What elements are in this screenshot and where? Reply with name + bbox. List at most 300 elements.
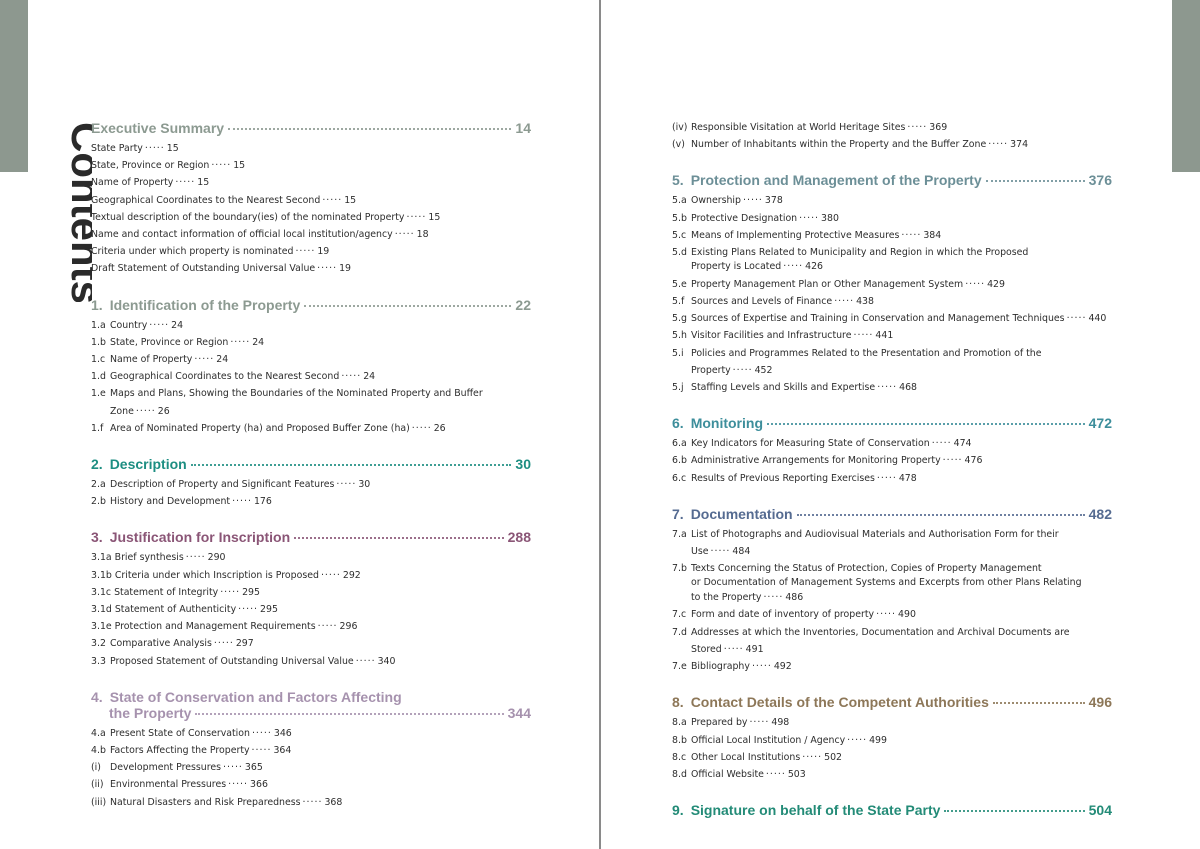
leader-dots: ····· bbox=[411, 422, 432, 434]
entry-page: 476 bbox=[964, 455, 983, 467]
section-title-line-2: the Property bbox=[109, 704, 192, 721]
toc-entry[interactable] bbox=[91, 601, 531, 618]
entry-page: 346 bbox=[273, 727, 292, 739]
section-executive-summary bbox=[91, 120, 531, 278]
entry-code: 5.a bbox=[672, 195, 687, 207]
leader-dots: ····· bbox=[320, 569, 341, 581]
entry-code: 7.a bbox=[672, 528, 687, 540]
entry-code: 1.a bbox=[91, 319, 106, 331]
entry-text: Textual description of the boundary(ies) of the nominated Property bbox=[91, 211, 405, 223]
entry-text: Maps and Plans, Showing the Boundaries of the Nominated Property and Buffer Zone bbox=[110, 388, 483, 417]
leader-dots: ····· bbox=[232, 496, 252, 508]
entry-page: 15 bbox=[233, 160, 246, 172]
entry-page: 19 bbox=[339, 263, 351, 275]
toc-entry[interactable] bbox=[91, 351, 531, 368]
entry-text: Responsible Visitation at World Heritage Sites bbox=[691, 122, 906, 133]
entry-text: Visitor Facilities and Infrastructure bbox=[691, 330, 852, 342]
section-title-line-1: State of Conservation and Factors Affecting bbox=[109, 688, 402, 705]
toc-entry[interactable] bbox=[672, 210, 1112, 227]
entry-code: 5.i bbox=[672, 347, 684, 359]
leader-dots: ····· bbox=[322, 194, 343, 206]
toc-entry[interactable] bbox=[672, 526, 1112, 560]
toc-entry[interactable] bbox=[91, 618, 531, 635]
entry-text: Official Local Institution / Agency bbox=[691, 734, 846, 746]
toc-entry[interactable] bbox=[672, 227, 1112, 244]
section-page: 482 bbox=[1088, 505, 1112, 522]
leader-dots: ····· bbox=[763, 591, 784, 603]
leader-dots: ····· bbox=[901, 229, 922, 241]
toc-entry[interactable] bbox=[672, 606, 1112, 623]
leader-dots: ····· bbox=[853, 330, 874, 342]
entry-code: 1.c bbox=[91, 354, 106, 366]
toc-entry[interactable] bbox=[91, 635, 531, 652]
entry-page: 438 bbox=[856, 296, 874, 308]
leader-dots: ····· bbox=[732, 364, 753, 376]
section-page: 344 bbox=[507, 704, 531, 721]
entry-code: 2.a bbox=[91, 479, 106, 491]
entry-code-inline: 3.1c bbox=[91, 586, 112, 598]
entry-page: 24 bbox=[171, 319, 184, 331]
entry-text: Staffing Levels and Skills and Expertise bbox=[691, 382, 876, 394]
leader-dots: ····· bbox=[1066, 313, 1087, 325]
leader-dots: ····· bbox=[238, 604, 259, 616]
entry-code: 3.2 bbox=[91, 638, 106, 650]
leader-dots: ····· bbox=[251, 727, 272, 739]
toc-entry[interactable] bbox=[672, 244, 1112, 276]
leader-dots: ····· bbox=[149, 319, 170, 331]
entry-text: State, Province or Region bbox=[91, 160, 210, 172]
entry-page: 19 bbox=[317, 246, 330, 258]
toc-entry[interactable] bbox=[672, 345, 1112, 379]
contents-heading-graphic bbox=[32, 122, 92, 302]
section-page: 30 bbox=[515, 456, 531, 473]
entry-code: 6.b bbox=[672, 455, 687, 467]
section-number: 7. bbox=[672, 505, 684, 522]
leader-dots: ····· bbox=[336, 479, 357, 491]
section-page: 376 bbox=[1088, 172, 1112, 189]
entry-text: Means of Implementing Protective Measures bbox=[691, 229, 900, 241]
entry-page: 474 bbox=[953, 438, 972, 450]
entry-page: 440 bbox=[1088, 313, 1107, 325]
entry-code: 7.e bbox=[672, 661, 687, 673]
entry-page: 290 bbox=[207, 552, 226, 564]
leader-dots: ····· bbox=[213, 638, 234, 650]
entry-text: Geographical Coordinates to the Nearest Second bbox=[110, 371, 340, 383]
leader-dots: ····· bbox=[135, 405, 156, 417]
entry-text: Administrative Arrangements for Monitoring Property bbox=[691, 455, 941, 467]
section-1 bbox=[91, 297, 531, 437]
entry-text: Results of Previous Reporting Exercises bbox=[691, 472, 875, 484]
entry-page: 452 bbox=[754, 364, 773, 376]
entry-page: 492 bbox=[773, 661, 792, 673]
toc-entry[interactable] bbox=[672, 119, 1112, 136]
leader-dots: ····· bbox=[834, 296, 855, 308]
entry-text: Prepared by bbox=[691, 717, 748, 729]
entry-text: Natural Disasters and Risk Preparedness bbox=[110, 796, 301, 808]
entry-text: Statement of Integrity bbox=[114, 586, 219, 598]
toc-entry[interactable] bbox=[91, 174, 531, 191]
entry-page: 176 bbox=[253, 496, 272, 508]
entry-text-line-2: Property is Located bbox=[691, 260, 782, 272]
entry-page: 26 bbox=[157, 405, 170, 417]
entry-text: Protection and Management Requirements bbox=[114, 621, 316, 633]
toc-entry[interactable] bbox=[91, 759, 531, 776]
toc-entry[interactable] bbox=[672, 732, 1112, 749]
leader-dots: ····· bbox=[355, 655, 376, 667]
leader-dots: ····· bbox=[406, 211, 427, 223]
toc-entry[interactable] bbox=[91, 725, 531, 742]
section-title: Monitoring bbox=[690, 415, 763, 432]
section-title: Protection and Management of the Property bbox=[690, 172, 982, 189]
leader-dots: ····· bbox=[317, 263, 338, 275]
entry-page: 18 bbox=[416, 229, 429, 241]
entry-text: Policies and Programmes Related to the Presentation and Promotion of the Property bbox=[691, 347, 1042, 376]
toc-entry[interactable] bbox=[672, 310, 1112, 327]
entry-text: Protective Designation bbox=[691, 212, 798, 224]
section-page: 22 bbox=[515, 296, 531, 313]
entry-code: 5.f bbox=[672, 296, 685, 308]
entry-code: 8.b bbox=[672, 734, 687, 746]
leader-dots: ····· bbox=[723, 643, 744, 655]
left-page-tab bbox=[0, 0, 28, 172]
toc-entry[interactable] bbox=[672, 192, 1112, 209]
entry-page: 24 bbox=[252, 336, 265, 348]
section-heading[interactable] bbox=[91, 456, 531, 472]
section-heading[interactable] bbox=[91, 120, 531, 136]
toc-entry[interactable] bbox=[672, 766, 1112, 783]
toc-entry[interactable] bbox=[91, 192, 531, 209]
entry-text: Sources and Levels of Finance bbox=[691, 296, 833, 308]
leader-dots bbox=[986, 180, 1085, 182]
toc-entry[interactable] bbox=[91, 385, 531, 419]
entry-page: 502 bbox=[824, 751, 843, 763]
leader-dots bbox=[191, 464, 512, 466]
toc-entry[interactable] bbox=[91, 776, 531, 793]
section-page: 504 bbox=[1088, 802, 1112, 819]
toc-entry[interactable] bbox=[91, 493, 531, 510]
leader-dots: ····· bbox=[965, 278, 986, 290]
section-number: 4. bbox=[91, 688, 103, 705]
section-2 bbox=[91, 456, 531, 510]
section-heading-line-1 bbox=[91, 689, 531, 705]
section-4-continued bbox=[672, 119, 1112, 153]
entry-code: 5.b bbox=[672, 212, 687, 224]
toc-entry[interactable] bbox=[91, 368, 531, 385]
toc-entry[interactable] bbox=[91, 260, 531, 277]
entry-text: Property Management Plan or Other Management System bbox=[691, 278, 964, 290]
right-page-tab bbox=[1172, 0, 1200, 172]
entry-code: 1.d bbox=[91, 371, 106, 383]
entry-page: 297 bbox=[235, 638, 254, 650]
entry-code: 7.c bbox=[672, 609, 687, 621]
entry-code: 5.e bbox=[672, 278, 687, 290]
leader-dots: ····· bbox=[228, 779, 249, 791]
toc-entry[interactable] bbox=[91, 653, 531, 670]
leader-dots: ····· bbox=[751, 661, 772, 673]
toc-entry[interactable] bbox=[91, 209, 531, 226]
entry-code: 2.b bbox=[91, 496, 106, 508]
section-page: 496 bbox=[1088, 694, 1112, 711]
entry-text: History and Development bbox=[110, 496, 231, 508]
entry-text: Form and date of inventory of property bbox=[691, 609, 875, 621]
leader-dots: ····· bbox=[710, 546, 731, 558]
entry-code: 6.c bbox=[672, 472, 687, 484]
entry-text: Statement of Authenticity bbox=[114, 604, 237, 616]
entry-page: 295 bbox=[242, 586, 260, 598]
entry-text: Bibliography bbox=[691, 661, 750, 673]
leader-dots: ····· bbox=[251, 745, 272, 757]
leader-dots: ····· bbox=[302, 796, 323, 808]
entry-code: (iii) bbox=[91, 796, 107, 808]
entry-code: 3.3 bbox=[91, 655, 106, 667]
entry-page: 491 bbox=[745, 643, 764, 655]
leader-dots: ····· bbox=[765, 768, 786, 780]
entry-text: Name and contact information of official local institution/agency bbox=[91, 229, 393, 241]
entry-page: 380 bbox=[821, 212, 839, 224]
contents-heading bbox=[32, 122, 92, 302]
entry-code: 5.h bbox=[672, 330, 687, 342]
leader-dots: ····· bbox=[743, 195, 763, 207]
toc-entry[interactable] bbox=[672, 749, 1112, 766]
entry-page: 378 bbox=[764, 195, 783, 207]
entry-code: 5.j bbox=[672, 382, 684, 394]
entry-page: 292 bbox=[342, 569, 361, 581]
toc-left-column bbox=[91, 120, 531, 811]
entry-page: 26 bbox=[433, 422, 446, 434]
entry-code: 5.d bbox=[672, 246, 687, 258]
entry-code: 6.a bbox=[672, 438, 687, 450]
section-heading[interactable] bbox=[672, 506, 1112, 522]
entry-page: 24 bbox=[363, 371, 376, 383]
toc-entry[interactable] bbox=[672, 624, 1112, 658]
entry-text: Key Indicators for Measuring State of Conservation bbox=[691, 438, 930, 450]
entry-text: Criteria under which property is nominated bbox=[91, 246, 294, 258]
entry-page: 490 bbox=[898, 609, 916, 621]
entry-text: State, Province or Region bbox=[110, 336, 229, 348]
entry-page: 15 bbox=[166, 143, 179, 154]
toc-entry[interactable] bbox=[91, 243, 531, 260]
leader-dots: ····· bbox=[185, 552, 206, 564]
entry-text: Development Pressures bbox=[110, 762, 222, 774]
leader-dots: ····· bbox=[194, 354, 215, 366]
section-number: 5. bbox=[672, 172, 684, 189]
entry-code: 5.g bbox=[672, 313, 687, 325]
leader-dots: ····· bbox=[144, 143, 165, 154]
section-heading[interactable] bbox=[672, 802, 1112, 818]
section-7 bbox=[672, 506, 1112, 675]
section-title: Description bbox=[109, 456, 187, 473]
toc-entry[interactable] bbox=[91, 157, 531, 174]
entry-code: (iv) bbox=[672, 122, 688, 133]
toc-entry[interactable] bbox=[672, 658, 1112, 675]
leader-dots bbox=[797, 514, 1085, 516]
entry-page: 426 bbox=[805, 260, 824, 272]
entry-text: Other Local Institutions bbox=[691, 751, 801, 763]
toc-entry[interactable] bbox=[91, 420, 531, 437]
entry-text: Sources of Expertise and Training in Conservation and Management Techniques bbox=[691, 313, 1065, 325]
entry-code-inline: 3.1a bbox=[91, 552, 112, 564]
entry-text: Environmental Pressures bbox=[110, 779, 227, 791]
entry-page: 340 bbox=[377, 655, 396, 667]
toc-entry[interactable] bbox=[672, 560, 1112, 606]
entry-code: 4.a bbox=[91, 727, 106, 739]
leader-dots: ····· bbox=[907, 122, 928, 133]
section-number: 2. bbox=[91, 456, 103, 473]
entry-page: 484 bbox=[732, 546, 751, 558]
section-heading[interactable] bbox=[91, 529, 531, 545]
entry-page: 30 bbox=[358, 479, 371, 491]
entry-page: 15 bbox=[428, 211, 441, 223]
leader-dots: ····· bbox=[876, 472, 897, 484]
entry-text: Description of Property and Significant Features bbox=[110, 479, 335, 491]
entry-text: Present State of Conservation bbox=[110, 727, 250, 739]
toc-entry[interactable] bbox=[91, 584, 531, 601]
entry-code-inline: 3.1e bbox=[91, 621, 112, 633]
toc-entry[interactable] bbox=[91, 334, 531, 351]
entry-code: 4.b bbox=[91, 745, 106, 757]
entry-code: (v) bbox=[672, 139, 685, 151]
entry-page: 503 bbox=[787, 768, 806, 780]
section-heading[interactable] bbox=[672, 172, 1112, 188]
section-number: 6. bbox=[672, 415, 684, 432]
entry-text: Official Website bbox=[691, 768, 764, 780]
entry-text-line-2: or Documentation of Management Systems and Excerpts from other Plans Relating bbox=[691, 577, 1082, 589]
toc-entry[interactable] bbox=[91, 226, 531, 243]
leader-dots: ····· bbox=[341, 371, 362, 383]
toc-entry[interactable] bbox=[91, 140, 531, 157]
entry-page: 364 bbox=[273, 745, 292, 757]
leader-dots bbox=[228, 128, 511, 130]
leader-dots: ····· bbox=[783, 260, 804, 272]
leader-dots: ····· bbox=[317, 621, 338, 633]
entry-page: 15 bbox=[344, 194, 357, 206]
toc-entry[interactable] bbox=[91, 742, 531, 759]
entry-page: 365 bbox=[244, 762, 263, 774]
section-heading[interactable] bbox=[672, 694, 1112, 710]
entry-page: 441 bbox=[875, 330, 894, 342]
leader-dots bbox=[195, 713, 503, 715]
entry-text: Comparative Analysis bbox=[110, 638, 212, 650]
leader-dots: ····· bbox=[220, 586, 241, 598]
section-heading[interactable] bbox=[91, 297, 531, 313]
leader-dots: ····· bbox=[394, 229, 415, 241]
entry-text: Name of Property bbox=[91, 177, 174, 189]
leader-dots: ····· bbox=[230, 336, 251, 348]
entry-text: Ownership bbox=[691, 195, 741, 207]
section-4 bbox=[91, 689, 531, 811]
entry-text: Country bbox=[110, 319, 148, 331]
section-title: Executive Summary bbox=[91, 120, 225, 136]
toc-entry[interactable] bbox=[672, 276, 1112, 293]
leader-dots: ····· bbox=[942, 455, 963, 467]
leader-dots bbox=[304, 305, 511, 307]
section-title: Justification for Inscription bbox=[109, 529, 291, 546]
toc-entry[interactable] bbox=[672, 327, 1112, 344]
leader-dots bbox=[993, 702, 1085, 704]
entry-page: 295 bbox=[260, 604, 278, 616]
toc-entry[interactable] bbox=[91, 794, 531, 811]
section-heading[interactable] bbox=[91, 689, 531, 721]
section-8 bbox=[672, 694, 1112, 783]
leader-dots bbox=[944, 810, 1084, 812]
toc-right-column bbox=[672, 119, 1112, 822]
section-page: 288 bbox=[507, 529, 531, 546]
entry-code: 5.c bbox=[672, 229, 687, 241]
leader-dots: ····· bbox=[988, 139, 1009, 151]
entry-code: (ii) bbox=[91, 779, 104, 791]
entry-page: 374 bbox=[1010, 139, 1029, 151]
toc-entry[interactable] bbox=[672, 470, 1112, 487]
entry-text: Factors Affecting the Property bbox=[110, 745, 250, 757]
section-number: 9. bbox=[672, 802, 684, 819]
leader-dots: ····· bbox=[295, 246, 316, 258]
entry-code-inline: 3.1b bbox=[91, 569, 112, 581]
entry-text: Brief synthesis bbox=[114, 552, 184, 564]
toc-entry[interactable] bbox=[91, 549, 531, 566]
entry-page: 384 bbox=[923, 229, 942, 241]
toc-entry[interactable] bbox=[91, 317, 531, 334]
section-number: 3. bbox=[91, 529, 103, 546]
toc-entry[interactable] bbox=[672, 452, 1112, 469]
entry-code-inline: 3.1d bbox=[91, 604, 112, 616]
entry-code: 1.f bbox=[91, 422, 104, 434]
entry-page: 486 bbox=[785, 591, 804, 603]
leader-dots: ····· bbox=[223, 762, 243, 774]
section-5 bbox=[672, 172, 1112, 396]
entry-code: 8.d bbox=[672, 768, 687, 780]
entry-text: State Party bbox=[91, 143, 143, 154]
section-title: Contact Details of the Competent Authorities bbox=[690, 694, 989, 711]
entry-page: 15 bbox=[197, 177, 210, 189]
entry-text: Number of Inhabitants within the Property and the Buffer Zone bbox=[691, 139, 987, 151]
entry-code: 8.a bbox=[672, 717, 687, 729]
section-page: 14 bbox=[515, 120, 531, 136]
section-page: 472 bbox=[1088, 415, 1112, 432]
toc-entry[interactable] bbox=[91, 476, 531, 493]
entry-page: 498 bbox=[771, 717, 790, 729]
leader-dots: ····· bbox=[877, 382, 898, 394]
entry-text: Area of Nominated Property (ha) and Proposed Buffer Zone (ha) bbox=[110, 422, 410, 434]
leader-dots bbox=[767, 423, 1085, 425]
entry-text: Criteria under which Inscription is Proposed bbox=[114, 569, 319, 581]
toc-entry[interactable] bbox=[672, 379, 1112, 396]
entry-text: Draft Statement of Outstanding Universal Value bbox=[91, 263, 316, 275]
section-title: Signature on behalf of the State Party bbox=[690, 802, 941, 819]
toc-entry[interactable] bbox=[672, 136, 1112, 153]
entry-code: 1.e bbox=[91, 388, 106, 400]
entry-text: Name of Property bbox=[110, 354, 193, 366]
leader-dots: ····· bbox=[847, 734, 868, 746]
section-heading[interactable] bbox=[672, 415, 1112, 431]
entry-text-line-1: Existing Plans Related to Municipality and Region in which the Proposed bbox=[691, 246, 1029, 258]
toc-entry[interactable] bbox=[672, 435, 1112, 452]
toc-entry[interactable] bbox=[91, 567, 531, 584]
toc-entry[interactable] bbox=[672, 293, 1112, 310]
leader-dots: ····· bbox=[802, 751, 823, 763]
entry-page: 368 bbox=[324, 796, 343, 808]
section-9 bbox=[672, 802, 1112, 818]
leader-dots: ····· bbox=[876, 609, 897, 621]
section-heading-line-2 bbox=[91, 705, 531, 721]
entry-page: 429 bbox=[987, 278, 1005, 290]
entry-page: 468 bbox=[899, 382, 918, 394]
entry-page: 369 bbox=[929, 122, 948, 133]
entry-code: (i) bbox=[91, 762, 101, 774]
entry-text: Geographical Coordinates to the Nearest Second bbox=[91, 194, 321, 206]
leader-dots: ····· bbox=[931, 438, 952, 450]
entry-page: 478 bbox=[898, 472, 917, 484]
toc-entry[interactable] bbox=[672, 714, 1112, 731]
